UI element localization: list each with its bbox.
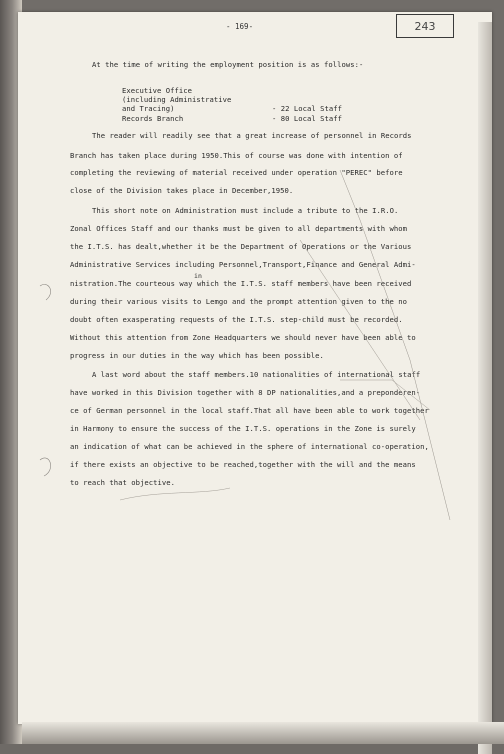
paragraph-line: Without this attention from Zone Headquarters we should never have been able to	[70, 333, 416, 342]
paragraph-line: Zonal Offices Staff and our thanks must be given to all departments with whom	[70, 224, 408, 233]
paragraph-line: an indication of what can be achieved in the sphere of international co-operation,	[70, 442, 429, 451]
page-number: - 169-	[226, 22, 254, 31]
paragraph-line: during their various visits to Lemgo and the prompt attention given to the no	[70, 297, 408, 306]
paragraph-line: A last word about the staff members.10 nationalities of international staff	[92, 370, 421, 379]
paragraph-line: Administrative Services including Personnel,Transport,Finance and General Admi-	[70, 260, 416, 269]
table-row-label-line: (including Administrative	[122, 95, 232, 104]
table-row-value: - 22 Local Staff	[272, 104, 343, 113]
paragraph-line: close of the Division takes place in December,1950.	[70, 186, 294, 195]
table-row-label-line: and Tracing)	[122, 104, 175, 113]
paragraph-line: the I.T.S. has dealt,whether it be the Department of Operations or the Various	[70, 242, 412, 251]
paragraph-line: progress in our duties in the way which has been possible.	[70, 351, 324, 360]
paragraph-line: completing the reviewing of material received under operation "PEREC" before	[70, 168, 403, 177]
table-row-label-line: Records Branch	[122, 114, 184, 123]
paragraph-line: nistration.The courteous way which the I.T.S. staff members have been received	[70, 279, 412, 288]
paragraph-line: in Harmony to ensure the success of the I.T.S. operations in the Zone is surely	[70, 424, 416, 433]
paragraph-line: This short note on Administration must include a tribute to the I.R.O.	[92, 206, 399, 215]
handwritten-insert: in	[194, 272, 202, 280]
paragraph-line: to reach that objective.	[70, 478, 176, 487]
paragraph-line: ce of German personnel in the local staff.That all have been able to work together	[70, 406, 429, 415]
table-row-label-line: Executive Office	[122, 86, 193, 95]
paragraph-line: have worked in this Division together with 8 DP nationalities,and a preponderen-	[70, 388, 421, 397]
archive-number: 243	[414, 19, 436, 33]
paragraph-line: if there exists an objective to be reached,together with the will and the means	[70, 460, 416, 469]
paragraph-line: Branch has taken place during 1950.This of course was done with intention of	[70, 151, 403, 160]
paragraph-line: doubt often exasperating requests of the I.T.S. step-child must be recorded.	[70, 315, 403, 324]
table-row-value: - 80 Local Staff	[272, 114, 343, 123]
paragraph-line: The reader will readily see that a great increase of personnel in Records	[92, 131, 412, 140]
intro-line: At the time of writing the employment position is as follows:-	[92, 60, 364, 69]
